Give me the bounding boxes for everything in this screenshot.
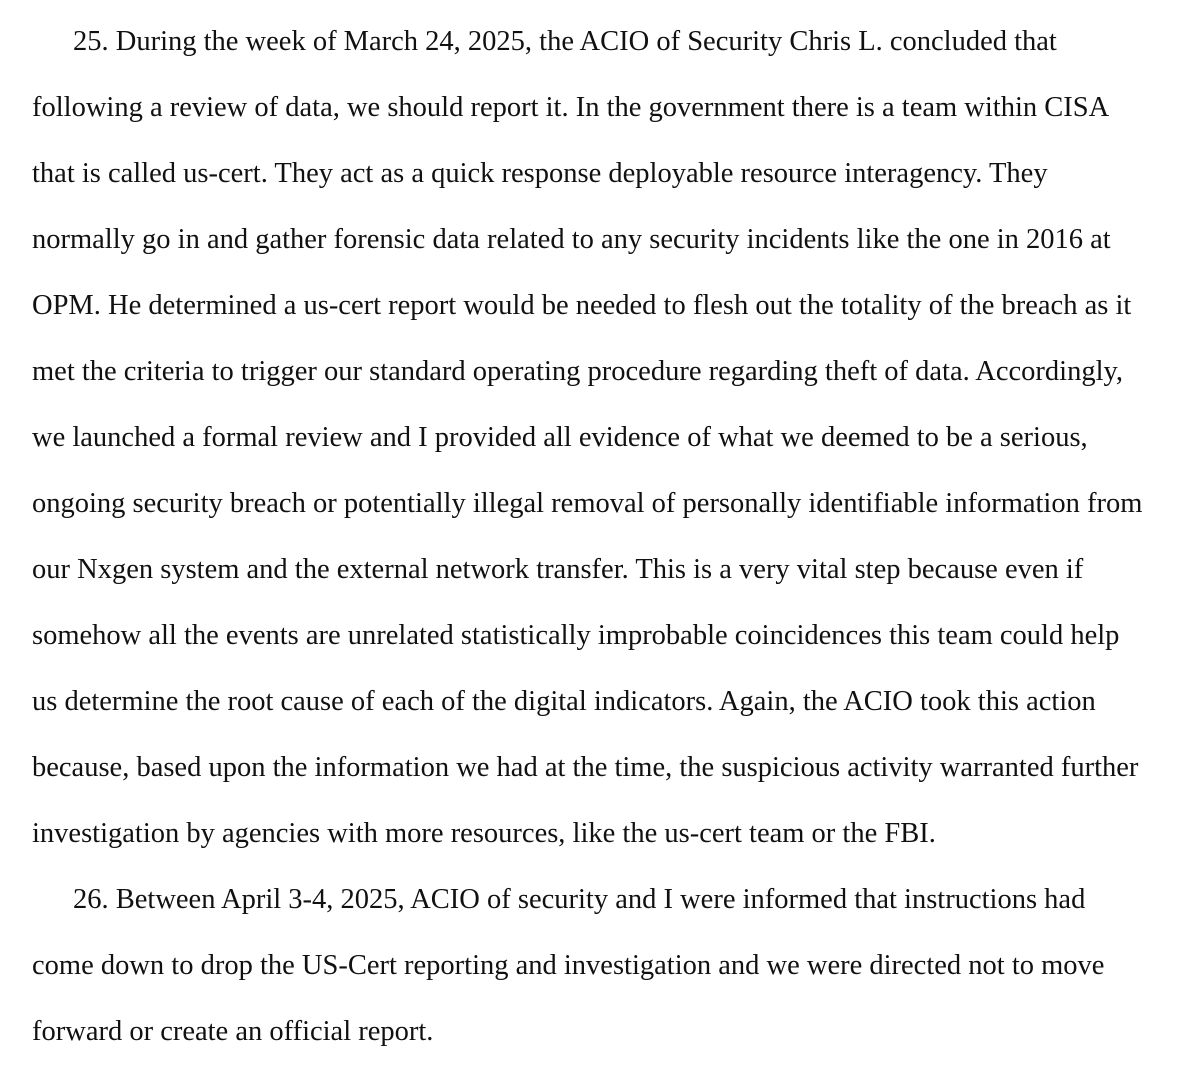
paragraph-line: our Nxgen system and the external network transfer. This is a very vital step because even if <box>32 554 1084 585</box>
paragraph-line: us determine the root cause of each of the digital indicators. Again, the ACIO took this action <box>32 686 1096 717</box>
paragraph-line: we launched a formal review and I provided all evidence of what we deemed to be a serious, <box>32 422 1088 453</box>
paragraph-line: somehow all the events are unrelated statistically improbable coincidences this team could help <box>32 620 1120 651</box>
paragraph-line: 25. During the week of March 24, 2025, the ACIO of Security Chris L. concluded that <box>73 26 1057 57</box>
paragraph-line: ongoing security breach or potentially illegal removal of personally identifiable information from <box>32 488 1143 519</box>
paragraph-line: forward or create an official report. <box>32 1016 434 1047</box>
paragraph-line: because, based upon the information we had at the time, the suspicious activity warranted further <box>32 752 1139 783</box>
paragraph-line: following a review of data, we should report it. In the government there is a team within CISA <box>32 92 1110 123</box>
paragraph-line: 26. Between April 3-4, 2025, ACIO of security and I were informed that instructions had <box>73 884 1086 915</box>
paragraph-line: OPM. He determined a us-cert report would be needed to flesh out the totality of the breach as it <box>32 290 1132 321</box>
paragraph-line: met the criteria to trigger our standard operating procedure regarding theft of data. Accordingly, <box>32 356 1124 387</box>
paragraph-line: come down to drop the US-Cert reporting and investigation and we were directed not to move <box>32 950 1105 981</box>
paragraph-line: investigation by agencies with more resources, like the us-cert team or the FBI. <box>32 818 936 849</box>
paragraph-line: normally go in and gather forensic data related to any security incidents like the one in 2016 at <box>32 224 1111 255</box>
paragraph-line: that is called us-cert. They act as a quick response deployable resource interagency. They <box>32 158 1048 189</box>
